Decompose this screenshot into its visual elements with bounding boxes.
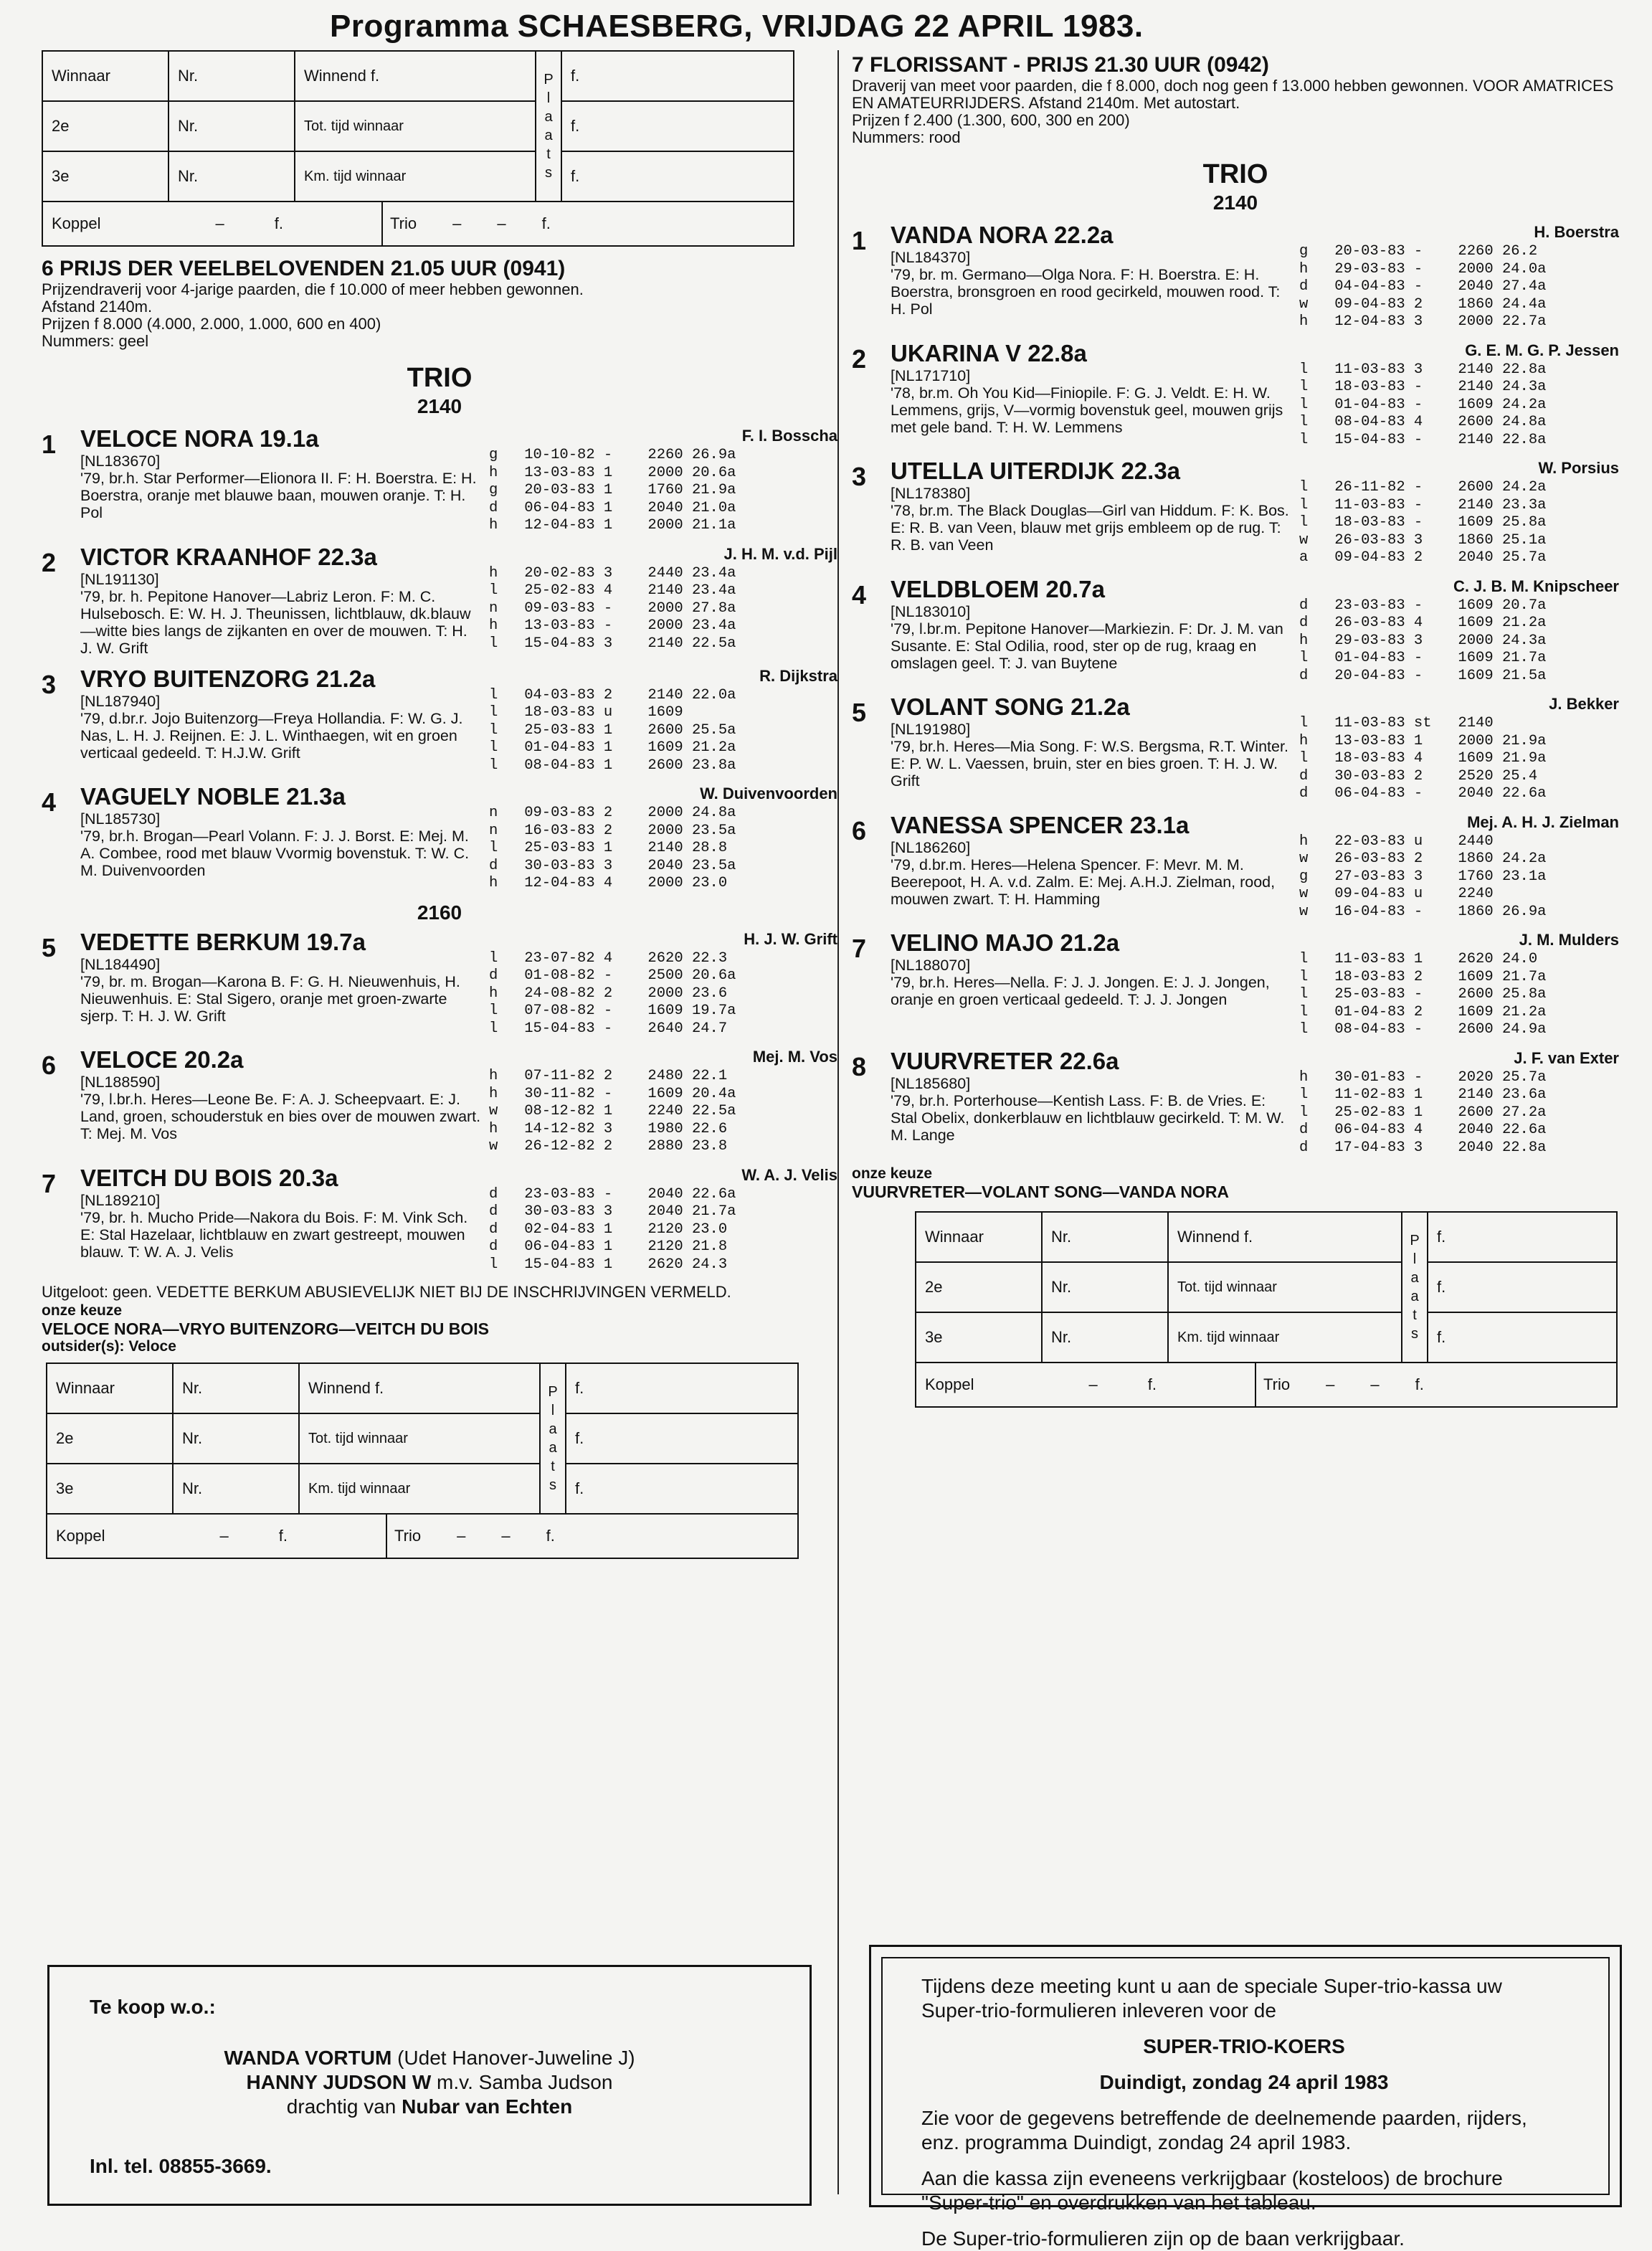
horse-entry <box>42 425 837 535</box>
race6-header: 6 PRIJS DER VEELBELOVENDEN 21.05 UUR (0941) <box>42 257 566 280</box>
horse-details: [NL183010] '79, l.br.m. Pepitone Hanover—Markiezin. F: Dr. J. M. van Susante. E: Stal Odilia, rood, ster op de rug, kraag en omslagen geel. T: J. van Buytene <box>891 602 1283 672</box>
nr-label: Nr. <box>168 51 295 101</box>
horse-number: 4 <box>42 787 57 817</box>
horse-info <box>891 929 1292 1039</box>
race6-outsider: outsider(s): Veloce <box>42 1338 176 1355</box>
horse-details: [NL185730] '79, br.h. Brogan—Pearl Volann. F: J. J. Borst. E: Mej. M. A. Combee, rood met blauw Vvormig bovenstuk. T: W. C. M. Duivenvoorden <box>80 810 470 879</box>
f-cell: f. <box>566 1413 798 1464</box>
dash: – <box>497 214 506 232</box>
horse-name: WANDA VORTUM <box>224 2047 392 2069</box>
horse-name: UKARINA V 22.8a <box>891 339 1087 366</box>
performance-lines: h 22-03-83 u 2440 w 26-03-83 2 1860 24.2a g 27-03-83 3 1760 23.1a w 09-04-83 u 2240 w 16-04-83 - 1860 26.9a <box>1299 833 1547 920</box>
horse-details: [NL191980] '79, br.h. Heres—Mia Song. F: W.S. Bergsma, R.T. Winter. E: P. W. L. Vaessen, bruin, ster en bies groen. T: H. J. W. Grift <box>891 721 1288 790</box>
trainer-name: H. J. W. Grift <box>744 929 837 948</box>
horse-number: 2 <box>852 343 867 374</box>
nr-label: Nr. <box>168 151 295 202</box>
pedigree: m.v. Samba Judson <box>431 2071 613 2093</box>
nr-label: Nr. <box>173 1413 299 1464</box>
horse-entry <box>852 458 1619 567</box>
nr-label: Nr. <box>1042 1212 1168 1262</box>
trio-cell <box>1256 1375 1424 1394</box>
winnaar-label: Winnaar <box>916 1212 1042 1262</box>
tot-tijd-label: Tot. tijd winnaar <box>1168 1262 1402 1312</box>
koppel-trio-row <box>916 1363 1617 1407</box>
horse-side <box>482 544 837 657</box>
horse-name: VUURVRETER 22.6a <box>891 1047 1119 1074</box>
trainer-name: F. I. Bosscha <box>741 427 837 445</box>
koppel-cell <box>916 1363 1256 1406</box>
race6-desc-line: Prijzen f 8.000 (4.000, 2.000, 1.000, 600 en 400) <box>42 315 381 333</box>
horse-side <box>482 1165 837 1274</box>
race6-distance: 2140 <box>417 395 462 417</box>
trainer-name: G. E. M. G. P. Jessen <box>1465 341 1619 359</box>
horse-number: 5 <box>42 932 57 962</box>
koppel-cell <box>47 1515 387 1558</box>
performance-lines: h 20-02-83 3 2440 23.4a l 25-02-83 4 2140 23.4a n 09-03-83 - 2000 27.8a h 13-03-83 - 2000 23.4a l 15-04-83 3 2140 22.5a <box>489 564 736 652</box>
dash: – <box>219 1527 229 1545</box>
dash: – <box>457 1527 466 1545</box>
winnaar-label: Winnaar <box>42 51 168 101</box>
performance-lines: n 09-03-83 2 2000 24.8a n 16-03-83 2 2000 23.5a l 25-03-83 1 2140 28.8 d 30-03-83 3 2040 23.5a h 12-04-83 4 2000 23.0 <box>489 805 736 891</box>
tot-tijd-label: Tot. tijd winnaar <box>299 1413 540 1464</box>
nr-label: Nr. <box>1042 1262 1168 1312</box>
winnend-label: Winnend f. <box>299 1363 540 1413</box>
te-koop-ad <box>47 1965 812 2206</box>
horse-details: [NL185680] '79, br.h. Porterhouse—Kentish Lass. F: B. de Vries. E: Stal Obelix, donkerblauw en lichtblauw gecirkeld. T: M. W. M. Lange <box>891 1074 1285 1144</box>
trio-label: Trio <box>390 214 417 232</box>
trainer-name: C. J. B. M. Knipscheer <box>1453 577 1619 595</box>
f-cell: f. <box>561 151 794 202</box>
horse-details: [NL178380] '78, br.m. The Black Douglas—Girl van Hiddum. F: K. Bos. E: R. B. van Veen, blauw met grijs embleem op de rug. T: R. B. van Veen <box>891 485 1289 554</box>
plaats-label: P l a a t s <box>1402 1212 1428 1363</box>
result-table-top <box>42 50 794 247</box>
ad-heading: Te koop w.o.: <box>90 1996 216 2018</box>
dash: – <box>1370 1375 1380 1393</box>
race7-header: 7 FLORISSANT - PRIJS 21.30 UUR (0942) <box>852 53 1269 77</box>
winnaar-label: Winnaar <box>47 1363 173 1413</box>
koppel-label: Koppel <box>925 1375 974 1393</box>
trainer-name: J. M. Mulders <box>1519 931 1619 949</box>
f-cell: f. <box>566 1464 798 1514</box>
trio-label: Trio <box>1263 1375 1291 1393</box>
horse-name: VELDBLOEM 20.7a <box>891 575 1105 602</box>
drachtig-text: drachtig van <box>286 2095 402 2118</box>
race6-distance-2: 2160 <box>417 901 462 924</box>
f-cell: f. <box>1428 1212 1617 1262</box>
horse-entry <box>42 544 837 657</box>
page-title: Programma SCHAESBERG, VRIJDAG 22 APRIL 1983. <box>330 9 1144 44</box>
horse-info <box>891 222 1292 331</box>
right-column <box>852 50 1619 1408</box>
ad-line-2 <box>49 2070 810 2095</box>
race6-desc-line: Prijzendraverij voor 4-jarige paarden, die f 10.000 of meer hebben gewonnen. <box>42 280 584 298</box>
ad-lines <box>49 2046 810 2119</box>
performance-lines: g 20-03-83 - 2260 26.2 h 29-03-83 - 2000 24.0a d 04-04-83 - 2040 27.4a w 09-04-83 2 1860 24.4a h 12-04-83 3 2000 22.7a <box>1299 243 1547 330</box>
performance-lines: h 07-11-82 2 2480 22.1 h 30-11-82 - 1609 20.4a w 08-12-82 1 2240 22.5a h 14-12-82 3 1980 22.6 w 26-12-82 2 2880 23.8 <box>489 1068 736 1155</box>
horse-name: UTELLA UITERDIJK 22.3a <box>891 458 1181 484</box>
horse-entry <box>852 576 1619 686</box>
horse-side <box>1292 812 1619 921</box>
performance-lines: l 11-03-83 3 2140 22.8a l 18-03-83 - 2140 24.3a l 01-04-83 - 1609 24.2a l 08-04-83 4 2600 24.8a l 15-04-83 - 2140 22.8a <box>1299 361 1547 448</box>
horse-side <box>1292 1048 1619 1157</box>
horse-number: 3 <box>42 669 57 699</box>
performance-lines: l 11-03-83 1 2620 24.0 l 18-03-83 2 1609 21.7a l 25-03-83 - 2600 25.8a l 01-04-83 2 1609 21.2a l 08-04-83 - 2600 24.9a <box>1299 951 1547 1038</box>
stallion-name: Nubar van Echten <box>402 2095 573 2118</box>
horse-name: VEITCH DU BOIS 20.3a <box>80 1164 338 1191</box>
performance-lines: l 26-11-82 - 2600 24.2a l 11-03-83 - 2140 23.3a l 18-03-83 - 1609 25.8a w 26-03-83 3 1860 25.1a a 09-04-83 2 2040 25.7a <box>1299 479 1547 566</box>
horse-name: VICTOR KRAANHOF 22.3a <box>80 543 377 570</box>
third-label: 3e <box>42 151 168 202</box>
super-trio-text <box>921 1974 1567 2251</box>
race6-note: Uitgeloot: geen. VEDETTE BERKUM ABUSIEVELIJK NIET BIJ DE INSCHRIJVINGEN VERMELD. <box>42 1283 731 1301</box>
horse-side <box>1292 929 1619 1039</box>
super-trio-inner <box>881 1957 1610 2250</box>
column-divider <box>837 50 839 2194</box>
trainer-name: Mej. M. Vos <box>752 1048 837 1066</box>
race6-keuze: VELOCE NORA—VRYO BUITENZORG—VEITCH DU BOIS <box>42 1319 490 1338</box>
trainer-name: J. H. M. v.d. Pijl <box>723 544 837 563</box>
second-label: 2e <box>47 1413 173 1464</box>
trainer-name: W. A. J. Velis <box>741 1165 837 1184</box>
horse-info <box>891 576 1292 686</box>
horse-name: VANESSA SPENCER 23.1a <box>891 811 1190 838</box>
horse-number: 8 <box>852 1051 867 1081</box>
koppel-f: f. <box>278 1527 288 1545</box>
horse-details: [NL189210] '79, br. h. Mucho Pride—Nakora du Bois. F: M. Vink Sch. E: Stal Hazelaar, lichtblauw en zwart gestreept, mouwen blauw. T: W. A. J. Velis <box>80 1191 468 1261</box>
horse-entry <box>852 222 1619 331</box>
f-cell: f. <box>1428 1312 1617 1363</box>
performance-lines: g 10-10-82 - 2260 26.9a h 13-03-83 1 2000 20.6a g 20-03-83 1 1760 21.9a d 06-04-83 1 2040 21.0a h 12-04-83 1 2000 21.1a <box>489 447 736 534</box>
super-trio-box <box>869 1945 1622 2250</box>
race6-trio-heading: TRIO <box>407 363 473 393</box>
horse-number: 3 <box>852 462 867 491</box>
performance-lines: d 23-03-83 - 1609 20.7a d 26-03-83 4 1609 21.2a h 29-03-83 3 2000 24.3a l 01-04-83 - 1609 21.7a d 20-04-83 - 1609 21.5a <box>1299 597 1547 684</box>
horse-number: 2 <box>42 547 57 577</box>
horse-name: VANDA NORA 22.2a <box>891 222 1114 248</box>
koppel-f: f. <box>274 214 283 232</box>
ad-line-3 <box>49 2095 810 2119</box>
horse-side <box>482 929 837 1038</box>
horse-side <box>482 783 837 893</box>
nr-label: Nr. <box>173 1464 299 1514</box>
plaats-label: P l a a t s <box>536 51 561 202</box>
horse-name: VOLANT SONG 21.2a <box>891 693 1130 720</box>
winnend-label: Winnend f. <box>295 51 536 101</box>
f-cell: f. <box>1428 1262 1617 1312</box>
trainer-name: R. Dijkstra <box>759 666 837 685</box>
koppel-trio-row <box>47 1514 798 1558</box>
race7-keuze: VUURVRETER—VOLANT SONG—VANDA NORA <box>852 1183 1230 1201</box>
horse-entry <box>852 693 1619 803</box>
race7-trio-heading: TRIO <box>1202 159 1268 189</box>
horse-side <box>1292 340 1619 450</box>
horse-entry <box>42 783 837 893</box>
horse-entry <box>42 1165 837 1274</box>
race7-desc-line: Prijzen f 2.400 (1.300, 600, 300 en 200) <box>852 111 1130 129</box>
trio-cell <box>387 1527 555 1545</box>
horse-entry <box>852 340 1619 450</box>
race6-keuze-label: onze keuze <box>42 1302 123 1319</box>
super-trio-p1: Tijdens deze meeting kunt u aan de speciale Super-trio-kassa uw Super-trio-formulieren inleveren voor de <box>921 1975 1502 2022</box>
horse-name: VELOCE 20.2a <box>80 1046 244 1073</box>
horse-details: [NL188070] '79, br.h. Heres—Nella. F: J. J. Jongen. E: J. J. Jongen, oranje en groen verticaal gedeeld. T: J. J. Jongen <box>891 957 1270 1008</box>
koppel-label: Koppel <box>52 214 101 232</box>
horse-side <box>482 425 837 535</box>
f-cell: f. <box>561 51 794 101</box>
horse-info <box>80 665 482 775</box>
winnend-label: Winnend f. <box>1168 1212 1402 1262</box>
race6-desc <box>42 281 837 350</box>
horse-number: 5 <box>852 698 867 727</box>
horse-info <box>891 458 1292 567</box>
horse-details: [NL186260] '79, d.br.m. Heres—Helena Spencer. F: Mevr. M. M. Beerepoot, H. A. v.d. Zalm. E: Mej. A.H.J. Zielman, rood, mouwen zwart. T: H. Hamming <box>891 838 1276 908</box>
horse-side <box>1292 222 1619 331</box>
horse-number: 6 <box>42 1051 57 1080</box>
race7-keuze-label: onze keuze <box>852 1165 933 1182</box>
race7-desc-line: Draverij van meet voor paarden, die f 8.000, doch nog geen f 13.000 hebben gewonnen. VOOR AMATRICES EN AMATEURRIJDERS. Afstand 2140m. Met autostart. <box>852 77 1614 112</box>
horse-number: 6 <box>852 815 867 845</box>
horse-info <box>80 929 482 1038</box>
second-label: 2e <box>916 1262 1042 1312</box>
trainer-name: J. F. van Exter <box>1514 1048 1619 1067</box>
performance-lines: l 23-07-82 4 2620 22.3 d 01-08-82 - 2500 20.6a h 24-08-82 2 2000 23.6 l 07-08-82 - 1609 19.7a l 15-04-83 - 2640 24.7 <box>489 949 736 1037</box>
race7-desc-line: Nummers: rood <box>852 128 961 146</box>
trainer-name: W. Porsius <box>1538 459 1619 477</box>
horse-name: VELOCE NORA 19.1a <box>80 425 319 452</box>
dash: – <box>1088 1375 1098 1393</box>
horse-details: [NL187940] '79, d.br.r. Jojo Buitenzorg—Freya Hollandia. F: W. G. J. Nas, L. H. J. Reijnen. E: J. L. Winthaegen, wit en groen verticaal gedeeld. T: H.J.W. Grift <box>80 692 463 762</box>
race7-desc <box>852 77 1619 146</box>
dash: – <box>1326 1375 1335 1393</box>
trainer-name: H. Boerstra <box>1534 223 1619 241</box>
koppel-cell <box>43 202 383 245</box>
horse-side <box>1292 576 1619 686</box>
koppel-f: f. <box>1147 1375 1157 1393</box>
horse-details: [NL184370] '79, br. m. Germano—Olga Nora. F: H. Boerstra. E: H. Boerstra, bronsgroen en rood gecirkeld, mouwen rood. T: H. Pol <box>891 249 1281 318</box>
horse-side <box>1292 693 1619 803</box>
horse-name: VRYO BUITENZORG 21.2a <box>80 665 376 692</box>
trainer-name: J. Bekker <box>1549 695 1619 713</box>
trainer-name: Mej. A. H. J. Zielman <box>1467 812 1619 831</box>
horse-details: [NL184490] '79, br. m. Brogan—Karona B. F: G. H. Nieuwenhuis, H. Nieuwenhuis. E: Stal Sigero, oranje met groen-zwarte sjerp. T: H. J. W. Grift <box>80 955 460 1025</box>
result-table-race6 <box>46 1363 799 1559</box>
f-cell: f. <box>566 1363 798 1413</box>
trio-cell <box>383 214 551 233</box>
horse-name: VELINO MAJO 21.2a <box>891 929 1120 956</box>
koppel-label: Koppel <box>56 1527 105 1545</box>
super-trio-heading: SUPER-TRIO-KOERS <box>1143 2035 1345 2057</box>
horse-name: HANNY JUDSON W <box>246 2071 432 2093</box>
km-tijd-label: Km. tijd winnaar <box>1168 1312 1402 1363</box>
horse-info <box>80 544 482 657</box>
horse-side <box>482 1046 837 1156</box>
km-tijd-label: Km. tijd winnaar <box>299 1464 540 1514</box>
horse-info <box>80 425 482 535</box>
trio-f: f. <box>541 214 551 232</box>
horse-number: 4 <box>852 579 867 610</box>
performance-lines: l 04-03-83 2 2140 22.0a l 18-03-83 u 1609 l 25-03-83 1 2600 25.5a l 01-04-83 1 1609 21.2a l 08-04-83 1 2600 23.8a <box>489 686 736 774</box>
super-trio-p3: Aan die kassa zijn eveneens verkrijgbaar (kosteloos) de brochure "Super-trio" en overdrukken van het tableau. <box>921 2167 1503 2214</box>
super-trio-p2: Zie voor de gegevens betreffende de deelnemende paarden, rijders, enz. programma Duindigt, zondag 24 april 1983. <box>921 2107 1527 2153</box>
horse-name: VAGUELY NOBLE 21.3a <box>80 783 346 810</box>
nr-label: Nr. <box>173 1363 299 1413</box>
result-table-race7 <box>915 1211 1618 1408</box>
horse-number: 7 <box>42 1168 57 1198</box>
third-label: 3e <box>47 1464 173 1514</box>
performance-lines: l 11-03-83 st 2140 h 13-03-83 1 2000 21.9a l 18-03-83 4 1609 21.9a d 30-03-83 2 2520 25.4 d 06-04-83 - 2040 22.6a <box>1299 715 1547 802</box>
nr-label: Nr. <box>1042 1312 1168 1363</box>
ad-phone: Inl. tel. 08855-3669. <box>90 2155 272 2177</box>
dash: – <box>215 214 224 232</box>
dash: – <box>501 1527 511 1545</box>
third-label: 3e <box>916 1312 1042 1363</box>
horse-info <box>891 812 1292 921</box>
race6-horse-list <box>42 425 837 893</box>
horse-entry <box>42 665 837 775</box>
race7-distance: 2140 <box>1212 191 1258 214</box>
plaats-label: P l a a t s <box>540 1363 566 1514</box>
horse-entry <box>42 1046 837 1156</box>
trio-f: f. <box>1415 1375 1424 1393</box>
super-trio-date: Duindigt, zondag 24 april 1983 <box>1099 2071 1389 2093</box>
performance-lines: d 23-03-83 - 2040 22.6a d 30-03-83 3 2040 21.7a d 02-04-83 1 2120 23.0 d 06-04-83 1 2120 21.8 l 15-04-83 1 2620 24.3 <box>489 1185 736 1273</box>
horse-name: VEDETTE BERKUM 19.7a <box>80 928 366 955</box>
nr-label: Nr. <box>168 101 295 151</box>
horse-entry <box>852 1048 1619 1157</box>
race7-horse-list <box>852 222 1619 1157</box>
horse-info <box>80 1165 482 1274</box>
super-trio-p4: De Super-trio-formulieren zijn op de baan verkrijgbaar. <box>921 2227 1405 2250</box>
horse-info <box>891 1048 1292 1157</box>
f-cell: f. <box>561 101 794 151</box>
race6-horse-list-2 <box>42 929 837 1274</box>
horse-details: [NL171710] '78, br.m. Oh You Kid—Finiopile. F: G. J. Veldt. E: H. W. Lemmens, grijs, V—vormig bovenstuk geel, mouwen grijs met gele band. T: H. W. Lemmens <box>891 366 1283 436</box>
ad-line-1 <box>49 2046 810 2070</box>
horse-entry <box>42 929 837 1038</box>
trainer-name: W. Duivenvoorden <box>700 785 837 802</box>
second-label: 2e <box>42 101 168 151</box>
km-tijd-label: Km. tijd winnaar <box>295 151 536 202</box>
left-column <box>42 50 837 1559</box>
horse-details: [NL191130] '79, br. h. Pepitone Hanover—Labriz Leron. F: M. C. Hulsebosch. E: W. H. J. Theunissen, lichtblauw, dk.blauw—witte bies langs de zijkanten en over de mouwen. T: H. J. W. Grift <box>80 570 471 657</box>
pedigree: (Udet Hanover-Juweline J) <box>391 2047 635 2069</box>
trio-label: Trio <box>394 1527 422 1545</box>
dash: – <box>452 214 462 232</box>
koppel-trio-row <box>42 202 794 246</box>
horse-entry <box>852 929 1619 1039</box>
horse-number: 7 <box>852 934 867 963</box>
horse-details: [NL188590] '79, l.br.h. Heres—Leone Be. F: A. J. Scheepvaart. E: J. Land, groen, schouderstuk en bies over de mouwen zwart. T: Mej. M. Vos <box>80 1074 481 1142</box>
horse-side <box>482 665 837 775</box>
trio-f: f. <box>546 1527 555 1545</box>
horse-number: 1 <box>42 430 57 459</box>
race6-desc-line: Nummers: geel <box>42 332 149 350</box>
horse-info <box>891 693 1292 803</box>
horse-info <box>891 340 1292 450</box>
horse-entry <box>852 812 1619 921</box>
horse-number: 1 <box>852 226 867 255</box>
horse-info <box>80 783 482 893</box>
race6-desc-line: Afstand 2140m. <box>42 298 153 316</box>
performance-lines: h 30-01-83 - 2020 25.7a l 11-02-83 1 2140 23.6a l 25-02-83 1 2600 27.2a d 06-04-83 4 2040 22.6a d 17-04-83 3 2040 22.8a <box>1299 1068 1547 1156</box>
horse-side <box>1292 458 1619 567</box>
horse-info <box>80 1046 482 1156</box>
horse-details: [NL183670] '79, br.h. Star Performer—Elionora II. F: H. Boerstra. E: H. Boerstra, oranje met blauwe baan, mouwen oranje. T: H. Pol <box>80 452 477 521</box>
tot-tijd-label: Tot. tijd winnaar <box>295 101 536 151</box>
